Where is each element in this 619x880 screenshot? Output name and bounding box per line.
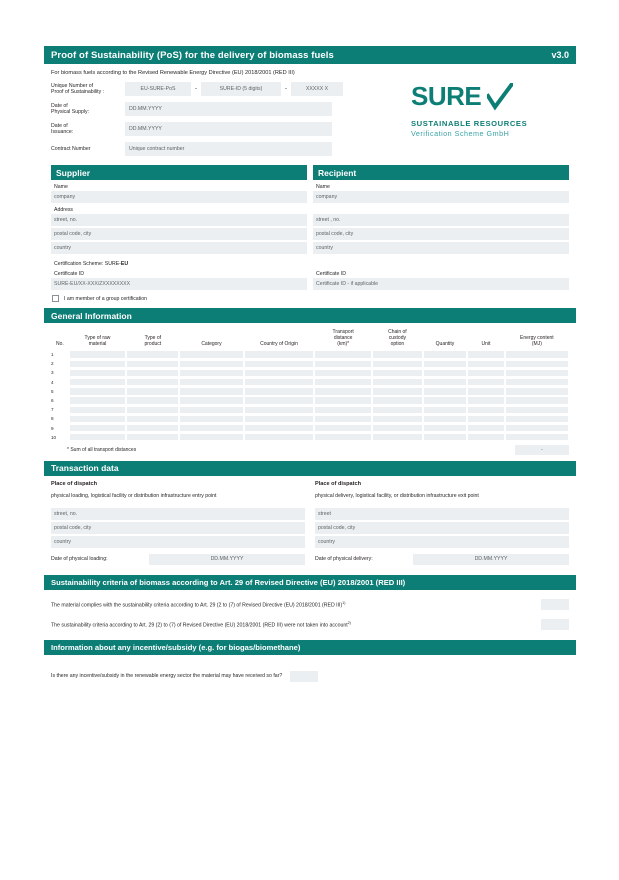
group-certification-label: I am member of a group certification [64, 295, 148, 302]
cell-category[interactable] [179, 387, 243, 396]
dispatch-panel [51, 481, 305, 565]
cell-country-origin[interactable] [244, 405, 315, 414]
contract-number-row [51, 141, 381, 157]
cell-country-origin[interactable] [244, 359, 315, 368]
date-physical-supply-label-line1: Date of [51, 102, 68, 109]
dispatch-street-input[interactable] [51, 508, 305, 520]
recipient-street-input[interactable] [313, 214, 569, 226]
cell-transport-distance[interactable] [314, 433, 372, 442]
unique-number-row [51, 81, 381, 97]
criteria-2-text: The sustainability criteria according to Art. 29 (2) to (7) of Revised Directive (EU) 2018/2001 (RED III) were not taken into account$^{2)}$ [51, 620, 351, 629]
date-physical-supply-row [51, 101, 381, 117]
cell-quantity[interactable] [423, 378, 467, 387]
supplier-postal-input[interactable] [51, 228, 307, 240]
cell-product-type[interactable] [126, 424, 179, 433]
general-information-heading: General Information [44, 308, 576, 323]
unique-number-label [51, 83, 125, 96]
cell-category[interactable] [179, 433, 243, 442]
cell-category[interactable] [179, 424, 243, 433]
cell-transport-distance[interactable] [314, 424, 372, 433]
cell-quantity[interactable] [423, 433, 467, 442]
table-header-row [51, 323, 569, 350]
cell-country-origin[interactable] [244, 350, 315, 359]
cell-transport-distance[interactable] [314, 359, 372, 368]
cell-energy-content[interactable] [505, 368, 569, 377]
unique-number-label-line1: Unique Number of [51, 82, 94, 89]
cell-product-type[interactable] [126, 396, 179, 405]
cell-country-origin[interactable] [244, 433, 315, 442]
dispatch-date-input[interactable]: DD.MM.YYYY [149, 554, 305, 565]
general-information-table [51, 323, 569, 442]
cell-chain-of-custody[interactable] [372, 433, 423, 442]
supplier-certificate-id-label: Certificate ID [54, 271, 84, 277]
supplier-certification-scheme [54, 261, 307, 267]
col-product-type: Type of product [144, 335, 162, 347]
table-row [51, 368, 569, 377]
logo-tagline-1: SUSTAINABLE RESOURCES [411, 119, 528, 128]
document-title-bar [44, 46, 576, 64]
delivery-description: physical delivery, logistical facility, or distribution infrastructure exit point [315, 492, 479, 499]
cell-raw-material[interactable] [69, 378, 127, 387]
cell-chain-of-custody[interactable] [372, 378, 423, 387]
date-issuance-input[interactable] [125, 122, 332, 136]
cell-unit[interactable] [467, 378, 505, 387]
delivery-country-input[interactable] [315, 536, 569, 548]
recipient-postal-input[interactable] [313, 228, 569, 240]
delivery-title: Place of dispatch [315, 480, 362, 487]
col-chain-of-custody: Chain of custody option [388, 329, 407, 347]
row-number: 4 [51, 379, 54, 385]
table-row [51, 350, 569, 359]
cell-raw-material[interactable] [69, 433, 127, 442]
cell-unit[interactable] [467, 424, 505, 433]
col-raw-material: Type of raw material [84, 335, 111, 347]
cell-unit[interactable] [467, 368, 505, 377]
table-row [51, 405, 569, 414]
criteria-row-2 [44, 619, 576, 630]
cell-unit[interactable] [467, 396, 505, 405]
supplier-panel [51, 165, 307, 292]
cell-quantity[interactable] [423, 368, 467, 377]
cell-quantity[interactable] [423, 387, 467, 396]
cell-unit[interactable] [467, 433, 505, 442]
cell-energy-content[interactable] [505, 414, 569, 423]
cell-energy-content[interactable] [505, 405, 569, 414]
cell-category[interactable] [179, 368, 243, 377]
cell-transport-distance[interactable] [314, 368, 372, 377]
cell-product-type[interactable] [126, 378, 179, 387]
cell-category[interactable] [179, 359, 243, 368]
date-physical-supply-label-line2: Physical Supply: [51, 109, 90, 115]
date-issuance-label-line1: Date of [51, 122, 68, 129]
supplier-name-label: Name [54, 184, 68, 190]
recipient-scheme-spacer [316, 261, 569, 267]
cell-country-origin[interactable] [244, 414, 315, 423]
checkmark-icon [487, 83, 513, 116]
cell-quantity[interactable] [423, 359, 467, 368]
criteria-1-text: The material complies with the sustainability criteria according to Art. 29 (2 to (7) of Revised Directive (EU) 2018/2001 (RED III)$^{1)}$ [51, 600, 346, 609]
cell-chain-of-custody[interactable] [372, 350, 423, 359]
cell-raw-material[interactable] [69, 368, 127, 377]
supplier-certificate-id-input[interactable] [51, 278, 307, 290]
checkbox-icon[interactable] [52, 295, 59, 302]
dispatch-description: physical loading, logistical facility or distribution infrastructure entry point [51, 492, 217, 499]
page-bottom-space [44, 682, 576, 768]
identification-block [44, 81, 576, 161]
table-row [51, 387, 569, 396]
table-row [51, 424, 569, 433]
date-physical-supply-input[interactable] [125, 102, 332, 116]
row-number: 5 [51, 388, 54, 394]
cell-chain-of-custody[interactable] [372, 359, 423, 368]
dispatch-date-label: Date of physical loading: [51, 556, 108, 563]
date-physical-supply-label [51, 103, 125, 116]
unique-number-label-line2: Proof of Sustainability : [51, 89, 105, 95]
table-row [51, 378, 569, 387]
logo-tagline-2: Verification Scheme GmbH [411, 129, 510, 138]
cell-quantity[interactable] [423, 424, 467, 433]
recipient-certificate-id-input[interactable] [313, 278, 569, 290]
page-title: Proof of Sustainability (PoS) for the delivery of biomass fuels [51, 49, 334, 61]
criteria-2-input[interactable] [541, 619, 569, 630]
table-row [51, 414, 569, 423]
cell-chain-of-custody[interactable] [372, 387, 423, 396]
cell-energy-content[interactable] [505, 424, 569, 433]
dispatch-date-row [51, 554, 305, 565]
table-row [51, 359, 569, 368]
cell-product-type[interactable] [126, 368, 179, 377]
cell-country-origin[interactable] [244, 378, 315, 387]
general-information-table-wrap [44, 323, 576, 455]
cell-unit[interactable] [467, 414, 505, 423]
criteria-1-input[interactable] [541, 599, 569, 610]
dispatch-postal-input[interactable] [51, 522, 305, 534]
incentive-heading: Information about any incentive/subsidy (e.g. for biogas/biomethane) [44, 640, 576, 655]
cell-energy-content[interactable] [505, 350, 569, 359]
unique-number-prefix-input[interactable] [125, 82, 191, 96]
criteria-1-footnote-marker: 1) [342, 600, 346, 605]
row-number: 8 [51, 416, 54, 422]
cell-chain-of-custody[interactable] [372, 414, 423, 423]
unique-number-suffix-input[interactable] [291, 82, 343, 96]
col-country-origin: Country of Origin [260, 341, 298, 347]
recipient-certificate-id-label: Certificate ID [316, 271, 346, 277]
table-row [51, 433, 569, 442]
supplier-street-input[interactable] [51, 214, 307, 226]
cell-transport-distance[interactable] [314, 414, 372, 423]
incentive-row [44, 655, 576, 682]
supplier-scheme-prefix: Certification Scheme: SURE- [54, 261, 121, 267]
date-issuance-label [51, 123, 125, 136]
cell-transport-distance[interactable] [314, 350, 372, 359]
document-subtitle: For biomass fuels according to the Revised Renewable Energy Directive (EU) 2018/2001 (RED III) [51, 70, 295, 76]
incentive-question: Is there any incentive/subsidy in the renewable energy sector the material may have received so far? [51, 673, 283, 680]
supplier-scheme-value: EU [120, 261, 129, 267]
row-number: 1 [51, 352, 54, 358]
cell-category[interactable] [179, 396, 243, 405]
cell-unit[interactable] [467, 387, 505, 396]
cell-energy-content[interactable] [505, 387, 569, 396]
delivery-postal-input[interactable] [315, 522, 569, 534]
cell-quantity[interactable] [423, 405, 467, 414]
contract-number-input[interactable] [125, 142, 332, 156]
col-no: No. [55, 341, 64, 347]
incentive-input[interactable] [290, 671, 318, 682]
cell-country-origin[interactable] [244, 424, 315, 433]
cell-transport-distance[interactable] [314, 378, 372, 387]
cell-raw-material[interactable] [69, 387, 127, 396]
transport-distance-footnote: * Sum of all transport distances [67, 446, 137, 453]
delivery-panel [315, 481, 569, 565]
cell-product-type[interactable] [126, 414, 179, 423]
cell-category[interactable] [179, 414, 243, 423]
cell-chain-of-custody[interactable] [372, 396, 423, 405]
identification-fields [51, 81, 381, 161]
supplier-name-input[interactable] [51, 191, 307, 203]
criteria-row-1 [44, 599, 576, 610]
delivery-street-input[interactable] [315, 508, 569, 520]
cell-country-origin[interactable] [244, 396, 315, 405]
date-issuance-row [51, 121, 381, 137]
dispatch-title: Place of dispatch [51, 480, 98, 487]
cell-transport-distance[interactable] [314, 405, 372, 414]
cell-raw-material[interactable] [69, 424, 127, 433]
version-badge: v3.0 [551, 50, 569, 60]
transaction-data-heading: Transaction data [44, 461, 576, 476]
logo-wordmark: SURE [411, 81, 482, 111]
cell-raw-material[interactable] [69, 396, 127, 405]
cell-chain-of-custody[interactable] [372, 424, 423, 433]
cell-category[interactable] [179, 405, 243, 414]
recipient-address-spacer [316, 207, 569, 213]
cell-unit[interactable] [467, 359, 505, 368]
row-number: 9 [51, 425, 54, 431]
dash-separator-1: - [195, 86, 197, 92]
delivery-date-input[interactable]: DD.MM.YYYY [413, 554, 569, 565]
cell-product-type[interactable] [126, 359, 179, 368]
delivery-date-row [315, 554, 569, 565]
criteria-2-footnote-marker: 2) [347, 620, 351, 625]
cell-quantity[interactable] [423, 396, 467, 405]
cell-raw-material[interactable] [69, 359, 127, 368]
table-row [51, 396, 569, 405]
supplier-country-input[interactable] [51, 242, 307, 254]
col-energy-content: Energy content (MJ) [520, 335, 554, 347]
sure-logo [411, 83, 561, 138]
row-number: 10 [51, 434, 57, 440]
col-category: Category [201, 341, 222, 347]
row-number: 2 [51, 361, 54, 367]
cell-quantity[interactable] [423, 414, 467, 423]
contract-number-label: Contract Number [51, 145, 91, 152]
dispatch-country-input[interactable] [51, 536, 305, 548]
delivery-date-label: Date of physical delivery: [315, 556, 373, 563]
cell-product-type[interactable] [126, 405, 179, 414]
supplier-heading: Supplier [51, 165, 307, 180]
cell-quantity[interactable] [423, 350, 467, 359]
recipient-country-input[interactable] [313, 242, 569, 254]
cell-product-type[interactable] [126, 387, 179, 396]
row-number: 3 [51, 370, 54, 376]
row-number: 6 [51, 398, 54, 404]
recipient-name-label: Name [316, 184, 330, 190]
recipient-name-input[interactable] [313, 191, 569, 203]
table-body [51, 350, 569, 442]
col-transport-distance: Transport distance (km)* [332, 329, 354, 347]
sustainability-criteria-heading: Sustainability criteria of biomass according to Art. 29 of Revised Directive (EU) 2018/2001 (RED III) [44, 575, 576, 590]
group-certification-row[interactable] [44, 292, 576, 302]
row-number: 7 [51, 407, 54, 413]
cell-raw-material[interactable] [69, 405, 127, 414]
recipient-panel [313, 165, 569, 292]
cell-transport-distance[interactable] [314, 387, 372, 396]
cell-energy-content[interactable] [505, 378, 569, 387]
logo-area [381, 81, 569, 161]
cell-unit[interactable] [467, 350, 505, 359]
cell-raw-material[interactable] [69, 350, 127, 359]
sum-value[interactable]: - [515, 445, 569, 455]
cell-transport-distance[interactable] [314, 396, 372, 405]
cell-chain-of-custody[interactable] [372, 368, 423, 377]
cell-category[interactable] [179, 378, 243, 387]
pos-form-page [44, 46, 576, 768]
cell-country-origin[interactable] [244, 387, 315, 396]
cell-energy-content[interactable] [505, 433, 569, 442]
col-unit: Unit [481, 341, 491, 347]
supplier-address-label: Address [54, 207, 74, 213]
cell-country-origin[interactable] [244, 368, 315, 377]
cell-energy-content[interactable] [505, 396, 569, 405]
cell-energy-content[interactable] [505, 359, 569, 368]
recipient-heading: Recipient [313, 165, 569, 180]
cell-category[interactable] [179, 350, 243, 359]
cell-chain-of-custody[interactable] [372, 405, 423, 414]
parties-block [44, 165, 576, 292]
sure-id-input[interactable] [201, 82, 281, 96]
cell-product-type[interactable] [126, 350, 179, 359]
cell-raw-material[interactable] [69, 414, 127, 423]
transaction-data-block [44, 476, 576, 565]
dash-separator-2: - [285, 86, 287, 92]
col-quantity: Quantity [435, 341, 455, 347]
cell-product-type[interactable] [126, 433, 179, 442]
cell-unit[interactable] [467, 405, 505, 414]
date-issuance-label-line2: Issuance: [51, 129, 74, 135]
